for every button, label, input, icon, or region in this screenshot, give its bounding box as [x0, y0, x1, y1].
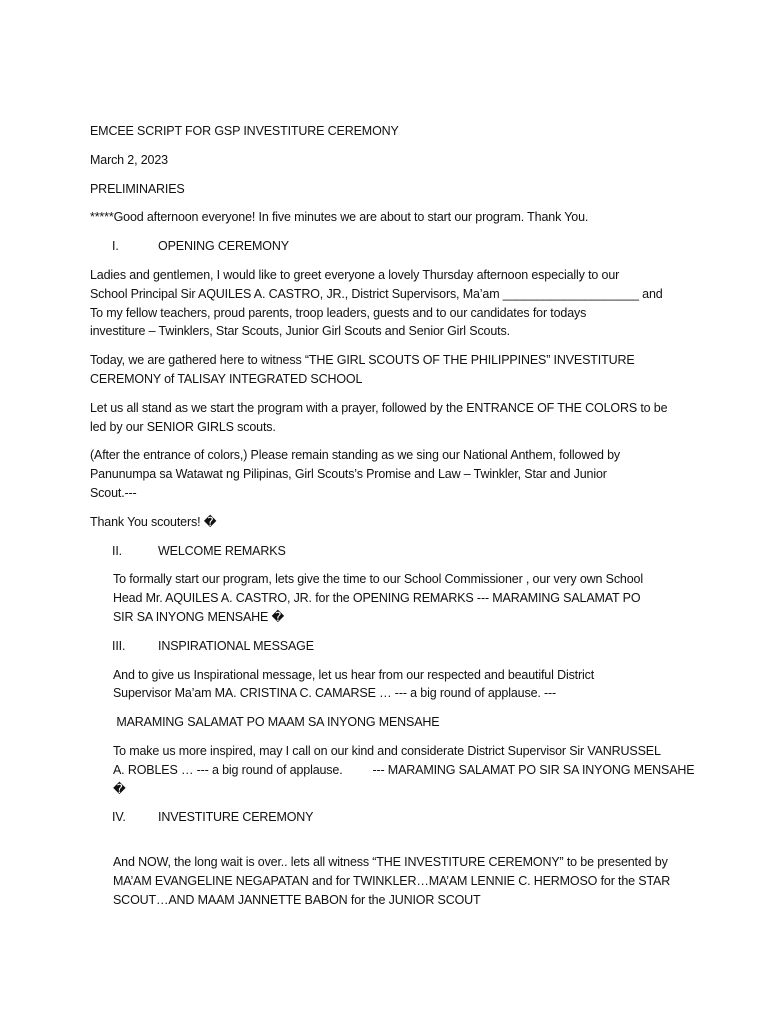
text-line: (After the entrance of colors,) Please remain standing as we sing our National Anthem, followed by: [90, 448, 621, 463]
text-line: SCOUT…AND MAAM JANNETTE BABON for the JUNIOR SCOUT: [113, 892, 481, 907]
section-number: IV.: [112, 810, 126, 825]
section-title: WELCOME REMARKS: [158, 543, 286, 558]
stand-paragraph: [90, 399, 690, 437]
text-line: Ladies and gentlemen, I would like to greet everyone a lovely Thursday afternoon especially to our: [90, 267, 620, 282]
document-title: EMCEE SCRIPT FOR GSP INVESTITURE CEREMONY: [90, 124, 399, 138]
text-line: Head Mr. AQUILES A. CASTRO, JR. for the OPENING REMARKS --- MARAMING SALAMAT PO: [113, 591, 641, 606]
text-line: CEREMONY of TALISAY INTEGRATED SCHOOL: [90, 371, 363, 386]
text-line: And NOW, the long wait is over.. lets all witness “THE INVESTITURE CEREMONY” to be presented by: [113, 855, 668, 870]
investiture-paragraph: [113, 853, 690, 909]
section-number: III.: [112, 638, 126, 653]
section-heading-opening: [90, 237, 690, 256]
text-line: School Principal Sir AQUILES A. CASTRO, JR., District Supervisors, Ma’am ____________________ and: [90, 286, 663, 301]
after-entrance-paragraph: [90, 446, 690, 502]
text-line: SIR SA INYONG MENSAHE �: [113, 609, 285, 624]
text-line: MA’AM EVANGELINE NEGAPATAN and for TWINKLER…MA’AM LENNIE C. HERMOSO for the STAR: [113, 873, 671, 888]
text-line: Today, we are gathered here to witness “THE GIRL SCOUTS OF THE PHILIPPINES” INVESTITURE: [90, 353, 635, 368]
text-line: To my fellow teachers, proud parents, troop leaders, guests and to our candidates for todays: [90, 305, 587, 320]
section-title: OPENING CEREMONY: [158, 239, 289, 254]
section-heading-inspirational: [90, 637, 690, 656]
text-line: led by our SENIOR GIRLS scouts.: [90, 419, 276, 434]
preliminaries-label: PRELIMINARIES: [90, 181, 185, 196]
text-line: To make us more inspired, may I call on our kind and considerate District Supervisor Sir VANRUSSEL: [113, 743, 661, 758]
text-line: And to give us Inspirational message, let us hear from our respected and beautiful District: [113, 667, 595, 682]
preliminaries-text: *****Good afternoon everyone! In five minutes we are about to start our program. Thank You.: [90, 210, 589, 225]
inspirational-paragraph: [113, 666, 690, 704]
text-line: Scout.---: [90, 485, 137, 500]
text-line: A. ROBLES … --- a big round of applause. --- MARAMING SALAMAT PO SIR SA INYONG MENSAHE: [113, 762, 695, 777]
text-line: To formally start our program, lets give the time to our School Commissioner , our very own School: [113, 572, 643, 587]
document-date: March 2, 2023: [90, 152, 168, 167]
section-heading-investiture: [90, 808, 690, 827]
section-number: II.: [112, 543, 122, 558]
text-line: Panunumpa sa Watawat ng Pilipinas, Girl Scouts’s Promise and Law – Twinkler, Star and Junior: [90, 467, 607, 482]
section-title: INSPIRATIONAL MESSAGE: [158, 638, 314, 653]
welcome-paragraph: [113, 570, 690, 626]
section-title: INVESTITURE CEREMONY: [158, 810, 314, 825]
text-line: Supervisor Ma’am MA. CRISTINA C. CAMARSE … --- a big round of applause. ---: [113, 686, 557, 701]
text-line: Let us all stand as we start the program with a prayer, followed by the ENTRANCE OF THE COLORS to be: [90, 400, 668, 415]
document-body: [90, 122, 695, 920]
more-inspired-paragraph: [113, 742, 695, 798]
salamat-maam-paragraph: MARAMING SALAMAT PO MAAM SA INYONG MENSAHE: [113, 715, 440, 730]
text-line: investiture – Twinklers, Star Scouts, Junior Girl Scouts and Senior Girl Scouts.: [90, 324, 510, 339]
opening-greeting-paragraph: [90, 266, 690, 341]
text-line: �: [113, 781, 126, 796]
gathered-paragraph: [90, 351, 690, 389]
thanks-paragraph: Thank You scouters! �: [90, 514, 217, 529]
section-heading-welcome: [90, 542, 690, 561]
section-number: I.: [112, 239, 119, 254]
